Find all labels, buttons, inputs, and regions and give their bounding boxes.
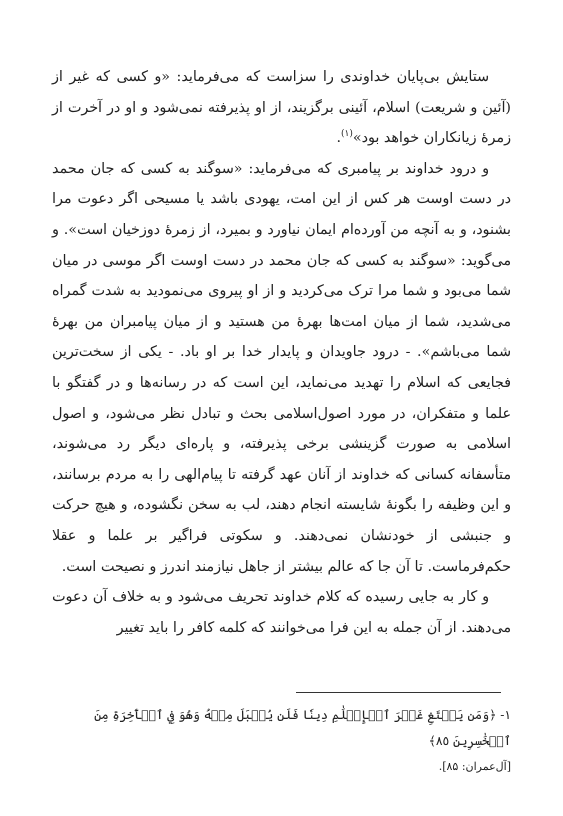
footnote-reference: [آل‌عمران: ۸۵]. — [438, 760, 511, 773]
paragraph-1-text: ستایش بی‌پایان خداوندی را سزاست که می‌فرماید: «و کسی که غیر از (آئین و شریعت) اسلام، آئینی برگزیند، از او پذیرفته نمی‌شود و او در آخرت از زمرهٔ زیانکاران خواهد بود» — [52, 69, 511, 147]
footnote-line — [52, 702, 511, 754]
paragraph-1 — [52, 62, 511, 154]
paragraph-1-end: . — [336, 130, 341, 147]
paragraph-2: و درود خداوند بر پیامبری که می‌فرماید: «سوگند به کسی که جان محمد در دست اوست هر کس از این امت، یهودی باشد یا مسیحی اگر دعوت مرا بشنود، و به آنچه من آورده‌ام ایمان نیاورد و بمیرد، از زمرهٔ دوزخیان است». و می‌گوید: «سوگند به کسی که جان محمد در دست اوست اگر موسی در میان شما می‌بود و شما مرا ترک می‌کردید و از او پیروی می‌نمودید به شدت گمراه می‌شدید، شما از میان امت‌ها بهرهٔ من هستید و از میان پیامبران من بهرهٔ شما می‌باشم». - درود جاویدان و پایدار خدا بر او باد. - یکی از سخت‌ترین فجایعی که اسلام را تهدید می‌نماید، این است که در رسانه‌ها و در گفتگو با علما و متفکران، در مورد اصول‌اسلامی بحث و تبادل نظر می‌شود، و اصول اسلامی به صورت گزینشی برخی پذیرفته، و پاره‌ای دیگر رد می‌شوند، متأسفانه کسانی که خداوند از آنان عهد گرفته تا پیام‌الهی را به مردم برسانند، و این وظیفه را بگونهٔ شایسته انجام دهند، لب به سخن نگشوده، و هیچ حرکت و جنبشی از خودنشان نمی‌دهند. و سکوتی فراگیر بر علما و عقلا حکم‌فرماست. تا آن جا که عالم بیشتر از جاهل نیازمند اندرز و نصیحت است. — [52, 160, 511, 575]
main-text — [52, 62, 511, 643]
footnote — [52, 702, 511, 780]
footnote-marker[interactable]: (۱) — [340, 129, 353, 140]
footnote-verse: ﴿وَمَن يَبۡتَغِ غَيۡرَ ٱلۡإِسۡلَٰمِ دِينٗا فَلَن يُقۡبَلَ مِنۡهُ وَهُوَ فِي ٱلۡأٓخِرَةِ مِنَ ٱلۡخَٰسِرِينَ ٨٥﴾ — [94, 708, 511, 748]
paragraph-3: و کار به جایی رسیده که کلام خداوند تحریف می‌شود و به خلاف آن دعوت می‌دهند. از آن جمله به این فرا می‌خوانند که کلمه کافر را باید تغییر — [52, 589, 511, 636]
footnote-separator — [296, 692, 501, 693]
footnote-number: ۱- — [500, 708, 511, 722]
